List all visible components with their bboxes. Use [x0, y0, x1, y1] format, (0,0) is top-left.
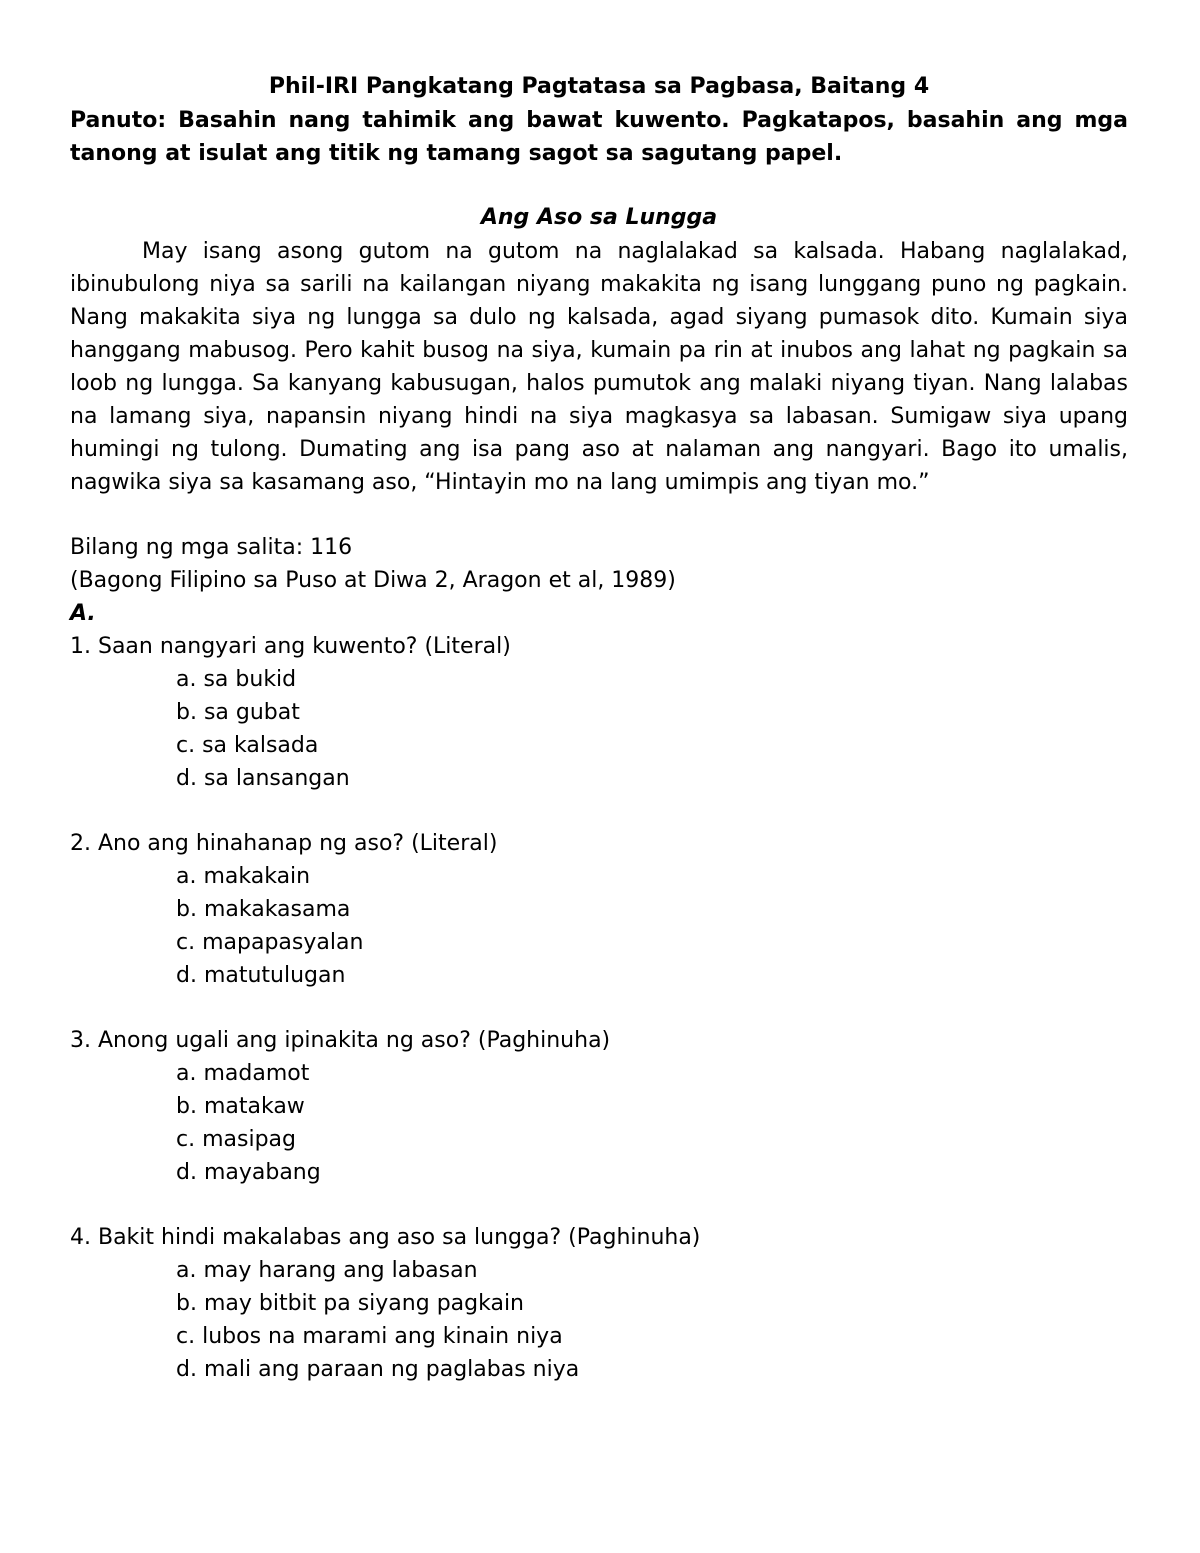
choice-item: a. madamot	[176, 1061, 310, 1086]
choice-item: a. may harang ang labasan	[176, 1258, 478, 1283]
question-text: 4. Bakit hindi makalabas ang aso sa lungga? (Paghinuha)	[70, 1225, 701, 1250]
story-paragraph: May isang asong gutom na gutom na naglalakad sa kalsada. Habang naglalakad, ibinubulong niya sa sarili na kailangan niyang makakita ng isang lunggang puno ng pagkain. Nang makakita siya ng lungga sa dulo ng kalsada, agad siyang pumasok dito. Kumain siya hanggang mabusog. Pero kahit busog na siya, kumain pa rin at inubos ang lahat ng pagkain sa loob ng lungga. Sa kanyang kabusugan, halos pumutok ang malaki niyang tiyan. Nang lalabas na lamang siya, napansin niyang hindi na siya magkasya sa labasan. Sumigaw siya upang humingi ng tulong. Dumating ang isa pang aso at nalaman ang nangyari. Bago ito umalis, nagwika siya sa kasamang aso, “Hintayin mo na lang umimpis ang tiyan mo.”	[70, 239, 1128, 495]
choice-item: c. mapapasyalan	[176, 930, 364, 955]
question-text: 3. Anong ugali ang ipinakita ng aso? (Paghinuha)	[70, 1028, 611, 1053]
choice-list	[70, 663, 1128, 795]
choice-list	[70, 860, 1128, 992]
choice-item: d. sa lansangan	[176, 766, 350, 791]
choice-list	[70, 1254, 1128, 1386]
choice-item: d. mayabang	[176, 1160, 321, 1185]
choice-item: a. sa bukid	[176, 667, 297, 692]
directions-text: Panuto: Basahin nang tahimik ang bawat kuwento. Pagkatapos, basahin ang mga tanong at isulat ang titik ng tamang sagot sa sagutang papel.	[70, 108, 1128, 166]
source-citation: (Bagong Filipino sa Puso at Diwa 2, Aragon et al, 1989)	[70, 568, 676, 593]
choice-item: b. may bitbit pa siyang pagkain	[176, 1291, 524, 1316]
document-title: Phil-IRI Pangkatang Pagtatasa sa Pagbasa, Baitang 4	[268, 74, 930, 99]
choice-list	[70, 1057, 1128, 1189]
choice-item: b. sa gubat	[176, 700, 300, 725]
question-text: 1. Saan nangyari ang kuwento? (Literal)	[70, 634, 511, 659]
choice-item: c. masipag	[176, 1127, 296, 1152]
question-block	[70, 630, 1128, 795]
choice-item: c. lubos na marami ang kinain niya	[176, 1324, 563, 1349]
word-count: Bilang ng mga salita: 116	[70, 535, 353, 560]
choice-item: b. makakasama	[176, 897, 351, 922]
choice-item: d. mali ang paraan ng paglabas niya	[176, 1357, 580, 1382]
question-block	[70, 1221, 1128, 1386]
worksheet-page	[70, 70, 1128, 1418]
question-block	[70, 827, 1128, 992]
question-text: 2. Ano ang hinahanap ng aso? (Literal)	[70, 831, 498, 856]
section-label: A.	[70, 601, 96, 626]
choice-item: b. matakaw	[176, 1094, 305, 1119]
question-block	[70, 1024, 1128, 1189]
choice-item: c. sa kalsada	[176, 733, 319, 758]
story-title: Ang Aso sa Lungga	[480, 205, 718, 230]
choice-item: d. matutulugan	[176, 963, 346, 988]
choice-item: a. makakain	[176, 864, 311, 889]
